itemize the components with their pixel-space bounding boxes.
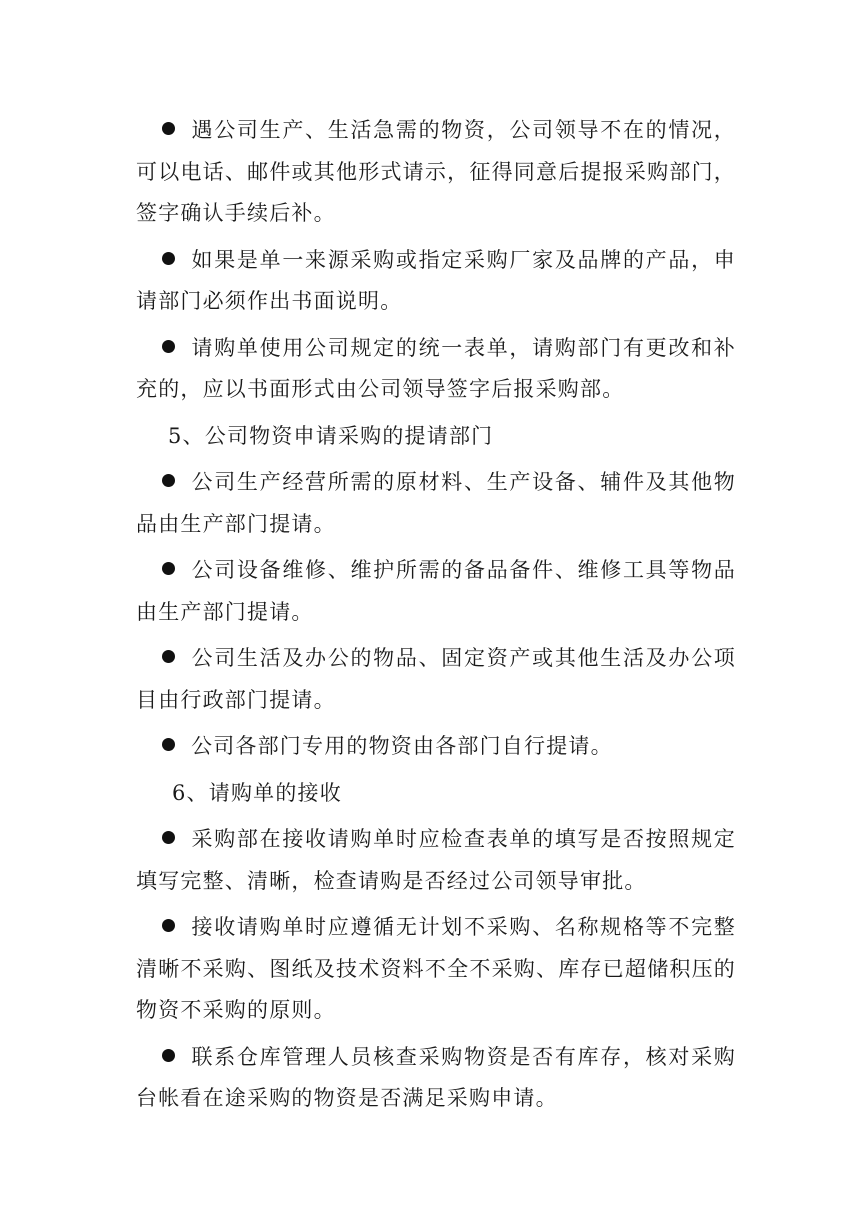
bullet-icon	[162, 252, 175, 265]
document-body	[136, 110, 736, 1125]
section-heading-5	[136, 416, 736, 458]
bullet-paragraph	[136, 726, 736, 768]
bullet-icon	[162, 919, 175, 932]
section-heading-6	[136, 773, 736, 815]
bullet-icon	[162, 650, 175, 663]
bullet-icon	[162, 1049, 175, 1062]
paragraph-text: 联系仓库管理人员核查采购物资是否有库存，核对采购台帐看在途采购的物资是否满足采购申请。	[136, 1044, 736, 1110]
bullet-icon	[162, 474, 175, 487]
paragraph-text: 如果是单一来源采购或指定采购厂家及品牌的产品，申请部门必须作出书面说明。	[136, 247, 736, 313]
paragraph-text: 公司生活及办公的物品、固定资产或其他生活及办公项目由行政部门提请。	[136, 646, 736, 712]
paragraph-text: 公司生产经营所需的原材料、生产设备、辅件及其他物品由生产部门提请。	[136, 470, 736, 536]
bullet-paragraph	[136, 240, 736, 323]
heading-text: 5、公司物资申请采购的提请部门	[168, 423, 494, 448]
bullet-paragraph	[136, 462, 736, 545]
paragraph-text: 请购单使用公司规定的统一表单，请购部门有更改和补充的，应以书面形式由公司领导签字后报采购部。	[136, 335, 736, 401]
bullet-paragraph	[136, 638, 736, 721]
bullet-icon	[162, 831, 175, 844]
bullet-paragraph	[136, 907, 736, 1032]
paragraph-text: 接收请购单时应遵循无计划不采购、名称规格等不完整清晰不采购、图纸及技术资料不全不采购、库存已超储积压的物资不采购的原则。	[136, 915, 736, 1022]
bullet-icon	[162, 122, 175, 135]
bullet-paragraph	[136, 1037, 736, 1120]
bullet-icon	[162, 562, 175, 575]
paragraph-text: 采购部在接收请购单时应检查表单的填写是否按照规定填写完整、清晰，检查请购是否经过公司领导审批。	[136, 827, 736, 893]
paragraph-text: 公司设备维修、维护所需的备品备件、维修工具等物品由生产部门提请。	[136, 558, 736, 624]
bullet-icon	[162, 738, 175, 751]
heading-text: 6、请购单的接收	[172, 780, 342, 805]
paragraph-text: 遇公司生产、生活急需的物资，公司领导不在的情况，可以电话、邮件或其他形式请示，征得同意后提报采购部门，签字确认手续后补。	[136, 118, 736, 225]
bullet-paragraph	[136, 110, 736, 235]
bullet-icon	[162, 340, 175, 353]
paragraph-text: 公司各部门专用的物资由各部门自行提请。	[191, 734, 613, 758]
bullet-paragraph	[136, 819, 736, 902]
bullet-paragraph	[136, 328, 736, 411]
bullet-paragraph	[136, 550, 736, 633]
